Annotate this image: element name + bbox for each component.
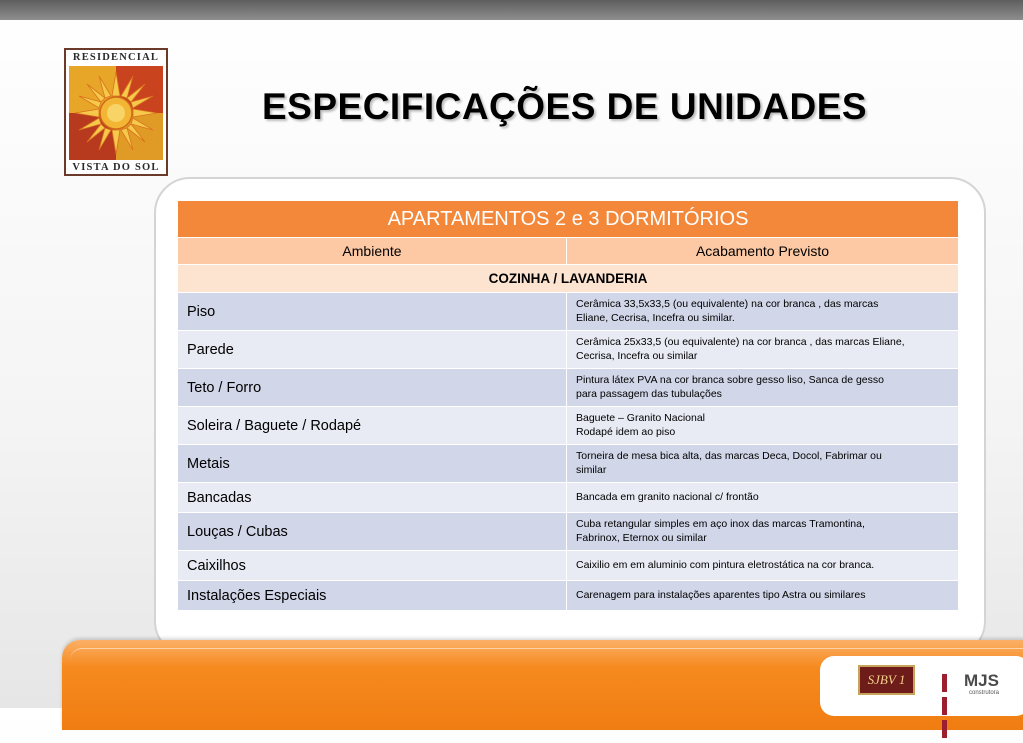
table-row	[178, 445, 959, 483]
acabamento-line: Cuba retangular simples em aço inox das marcas Tramontina,	[576, 518, 865, 530]
acabamento-line: Carenagem para instalações aparentes tipo Astra ou similares	[576, 588, 866, 601]
acabamento-line: Caixilio em em aluminio com pintura eletrostática na cor branca.	[576, 558, 875, 571]
acabamento-cell	[567, 513, 959, 551]
acabamento-line: Fabrinox, Eternox ou similar	[576, 531, 707, 544]
ambiente-cell: Metais	[178, 445, 567, 483]
table-row	[178, 331, 959, 369]
table-row	[178, 513, 959, 551]
acabamento-line: Rodapé idem ao piso	[576, 425, 676, 438]
top-bar	[0, 0, 1023, 20]
ambiente-cell: Piso	[178, 293, 567, 331]
acabamento-cell	[567, 407, 959, 445]
acabamento-cell	[567, 581, 959, 611]
acabamento-line: Cecrisa, Incefra ou similar	[576, 349, 698, 362]
mjs-subtitle: construtora	[969, 690, 1000, 696]
sun-logo-icon	[69, 66, 163, 160]
table-row	[178, 551, 959, 581]
section-row	[178, 265, 959, 293]
ambiente-cell: Teto / Forro	[178, 369, 567, 407]
acabamento-line: para passagem das tubulações	[576, 387, 722, 400]
acabamento-cell	[567, 551, 959, 581]
acabamento-cell	[567, 331, 959, 369]
ambiente-cell: Bancadas	[178, 483, 567, 513]
ambiente-cell: Caixilhos	[178, 551, 567, 581]
logo-top-text: RESIDENCIAL	[72, 52, 160, 63]
mjs-bars-icon	[942, 674, 949, 743]
ambiente-cell: Louças / Cubas	[178, 513, 567, 551]
table-row	[178, 369, 959, 407]
acabamento-cell	[567, 293, 959, 331]
logo-bottom-text: VISTA DO SOL	[72, 162, 160, 173]
mjs-name: MJS	[964, 671, 999, 690]
column-header-ambiente: Ambiente	[178, 238, 567, 265]
acabamento-cell	[567, 445, 959, 483]
acabamento-line: Pintura látex PVA na cor branca sobre gesso liso, Sanca de gesso	[576, 374, 884, 386]
table-caption-row	[178, 201, 959, 238]
ambiente-cell: Instalações Especiais	[178, 581, 567, 611]
table-row	[178, 483, 959, 513]
acabamento-cell	[567, 369, 959, 407]
acabamento-line: Cerâmica 33,5x33,5 (ou equivalente) na cor branca , das marcas	[576, 298, 879, 310]
table-caption: APARTAMENTOS 2 e 3 DORMITÓRIOS	[178, 201, 959, 238]
acabamento-line: Cerâmica 25x33,5 (ou equivalente) na cor branca , das marcas Eliane,	[576, 336, 905, 348]
section-title: COZINHA / LAVANDERIA	[178, 265, 959, 293]
acabamento-line: Bancada em granito nacional c/ frontão	[576, 490, 759, 503]
page-title: ESPECIFICAÇÕES DE UNIDADES	[262, 86, 868, 127]
acabamento-line: similar	[576, 463, 607, 476]
table-row	[178, 293, 959, 331]
table-row	[178, 581, 959, 611]
ambiente-cell: Soleira / Baguete / Rodapé	[178, 407, 567, 445]
table-row	[178, 407, 959, 445]
acabamento-line: Eliane, Cecrisa, Incefra ou similar.	[576, 311, 735, 324]
acabamento-line: Baguete – Granito Nacional	[576, 412, 705, 424]
specifications-table	[177, 200, 959, 611]
ambiente-cell: Parede	[178, 331, 567, 369]
residencial-vista-do-sol-logo	[64, 48, 168, 176]
column-header-acabamento: Acabamento Previsto	[567, 238, 959, 265]
sjbv-logo: SJBV 1	[858, 665, 915, 695]
acabamento-line: Torneira de mesa bica alta, das marcas Deca, Docol, Fabrimar ou	[576, 450, 882, 462]
acabamento-cell	[567, 483, 959, 513]
column-header-row	[178, 238, 959, 265]
